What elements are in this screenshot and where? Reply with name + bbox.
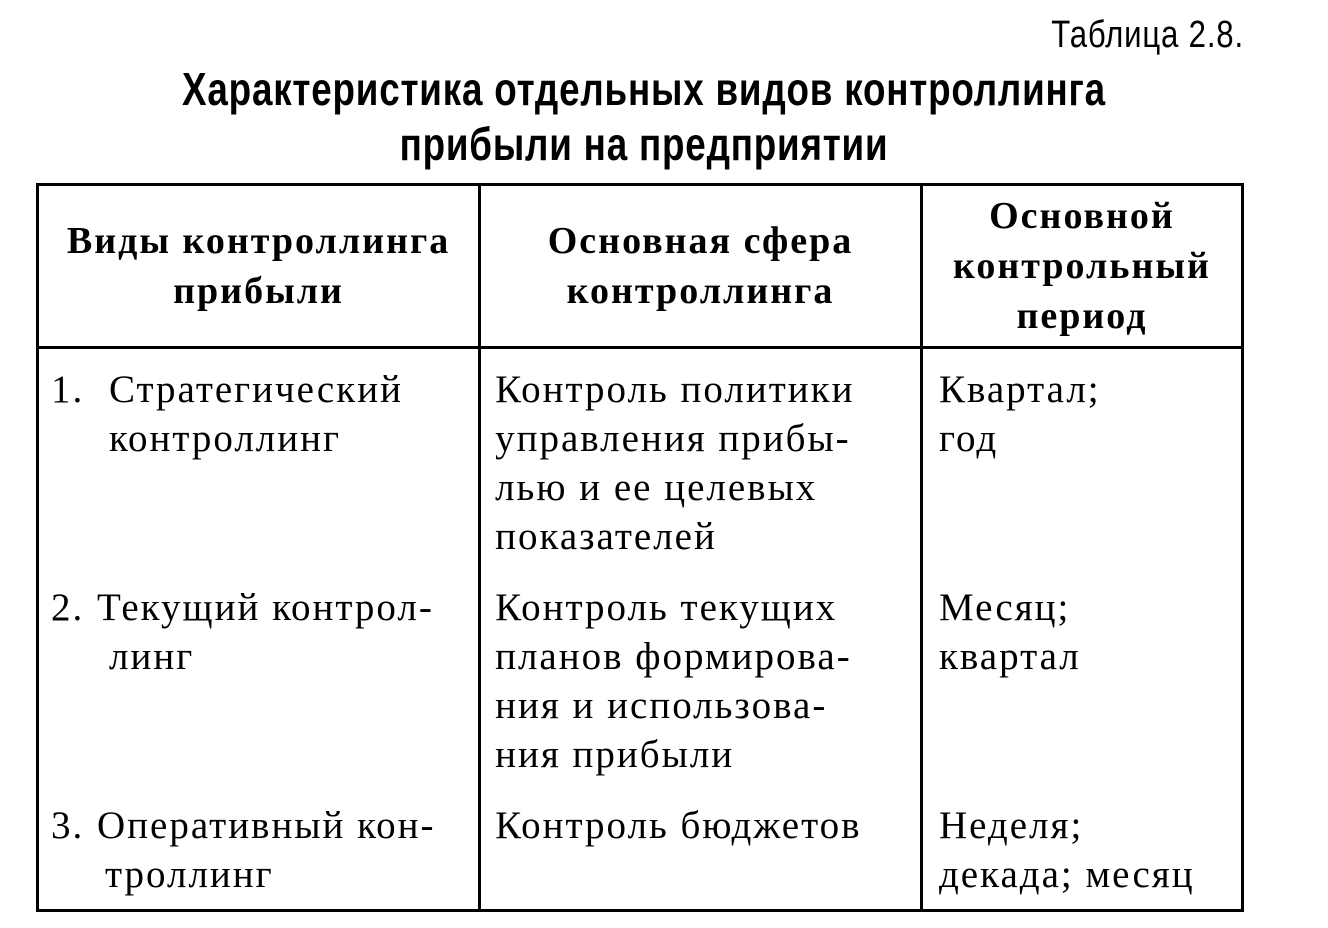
row-number: 1. xyxy=(51,368,85,411)
table-row xyxy=(38,801,1243,911)
row-number: 3. xyxy=(51,804,85,847)
cell-control-type: 2. Текущий контрол- линг xyxy=(38,583,480,801)
cell-control-type: 1. Стратегический контроллинг xyxy=(38,348,480,584)
cell-control-period: Неделя; декада; месяц xyxy=(921,801,1242,911)
header-control-type: Виды контроллинга прибыли xyxy=(38,185,480,348)
cell-control-sphere: Контроль политики управления прибы- лью и ее целевых показателей xyxy=(480,348,922,584)
table-caption: Таблица 2.8. xyxy=(1051,14,1244,56)
table-header-row xyxy=(38,185,1243,348)
page-title xyxy=(0,62,1288,172)
header-control-sphere: Основная сфера контроллинга xyxy=(480,185,922,348)
table-row xyxy=(38,348,1243,584)
cell-control-period: Квартал; год xyxy=(921,348,1242,584)
table-row xyxy=(38,583,1243,801)
cell-control-period: Месяц; квартал xyxy=(921,583,1242,801)
cell-control-sphere: Контроль бюджетов xyxy=(480,801,922,911)
header-control-period: Основной контрольный период xyxy=(921,185,1242,348)
cell-control-type: 3. Оперативный кон- троллинг xyxy=(38,801,480,911)
row-number: 2. xyxy=(51,586,85,629)
title-line-2: прибыли на предприятии xyxy=(399,118,889,170)
cell-control-sphere: Контроль текущих планов формирова- ния и использова- ния прибыли xyxy=(480,583,922,801)
title-line-1: Характеристика отдельных видов контроллинга xyxy=(182,63,1106,115)
data-table xyxy=(36,183,1244,912)
